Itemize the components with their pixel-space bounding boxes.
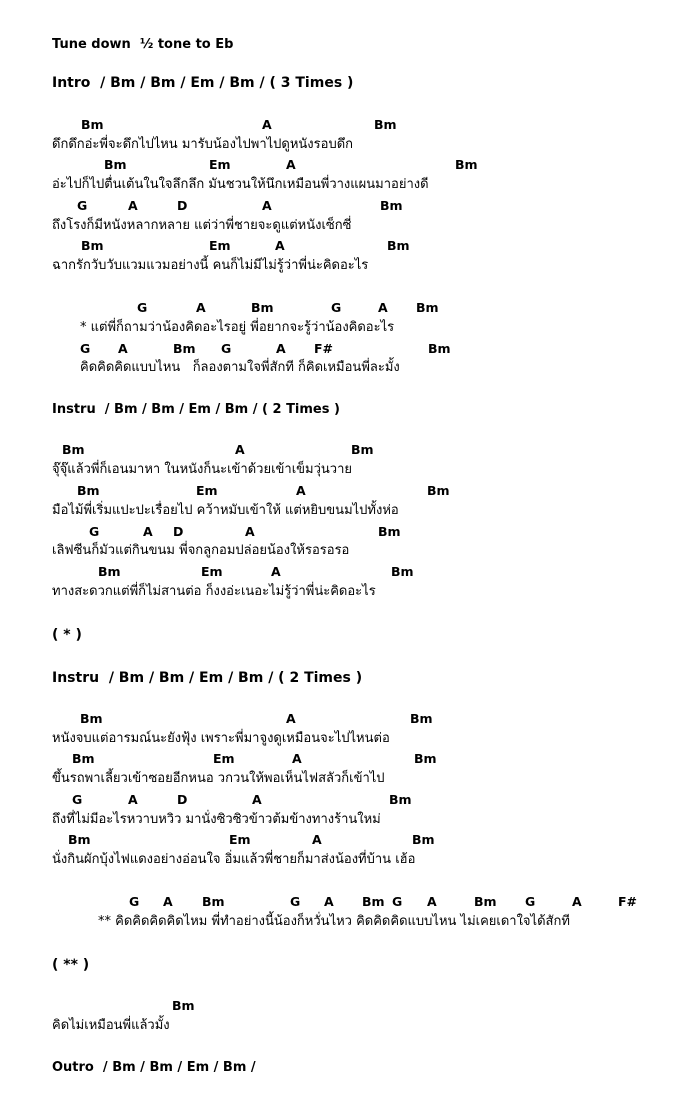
- instrumental-line: Instru / Bm / Bm / Em / Bm / ( 2 Times ): [52, 670, 363, 686]
- chorus-lyric: * แต่พี่ก็ถามว่าน้องคิดอะไรอยู่ พี่อยากจะรู้ว่าน้องคิดอะไร: [80, 320, 395, 335]
- chord: A: [324, 894, 334, 909]
- chord: A: [143, 524, 153, 539]
- chord: Bm: [414, 751, 437, 766]
- chord: Bm: [202, 894, 225, 909]
- chord: Bm: [387, 238, 410, 253]
- chord: Em: [209, 157, 231, 172]
- lyric-line: ทางสะดวกแต่พี่ก็ไม่สานต่อ ก็งงอ่ะเนอะไม่รู้ว่าพี่น่ะคิดอะไร: [52, 584, 376, 599]
- lyric-line: ถึงโรงก็มีหนังหลากหลาย แต่ว่าพี่ชายจะดูแต่หนังเซ็กซี่: [52, 218, 352, 233]
- instrumental-line: Instru / Bm / Bm / Em / Bm / ( 2 Times ): [52, 402, 340, 417]
- chord: Bm: [374, 117, 397, 132]
- chord: A: [286, 157, 296, 172]
- chord: A: [235, 442, 245, 457]
- chord: Bm: [72, 751, 95, 766]
- chord: Bm: [416, 300, 439, 315]
- lyric-line: คิดไม่เหมือนพี่แล้วมั้ง: [52, 1018, 170, 1033]
- chord: Bm: [62, 442, 85, 457]
- chord: A: [572, 894, 582, 909]
- chord: A: [378, 300, 388, 315]
- lyric-line: ขึ้นรถพาเลี้ยวเข้าซอยอีกหนอ วกวนให้พอเห็นไฟสลัวก็เข้าไป: [52, 771, 385, 786]
- chord: A: [128, 792, 138, 807]
- chord: Bm: [410, 711, 433, 726]
- chord: G: [137, 300, 148, 315]
- lyric-line: จุ๊จุ๊แล้วพี่ก็เอนมาหา ในหนังก็นะเข้าด้วยเข้าเข็มวุ่นวาย: [52, 462, 353, 477]
- lyric-line: ฉากรักวับวับแวมแวมอย่างนี้ คนก็ไม่มีไม่รู้ว่าพี่น่ะคิดอะไร: [52, 258, 369, 273]
- chord: A: [275, 238, 285, 253]
- chord: Bm: [98, 564, 121, 579]
- chord: Em: [196, 483, 218, 498]
- lyric-line: หนังจบแต่อารมณ์นะยังฟุ้ง เพราะพี่มาจูงดูเหมือนจะไปไหนต่อ: [52, 731, 390, 746]
- chord: G: [221, 341, 232, 356]
- chord: A: [128, 198, 138, 213]
- chord: A: [292, 751, 302, 766]
- chord: Bm: [77, 483, 100, 498]
- chord: G: [290, 894, 301, 909]
- chord: A: [312, 832, 322, 847]
- chord: A: [245, 524, 255, 539]
- lyric-line: มือไม้พี่เริ่มแปะปะเรื่อยไป คว้าหมับเข้าให้ แต่หยิบขนมไปทั้งห่อ: [52, 503, 399, 518]
- chord: Bm: [251, 300, 274, 315]
- chord: Em: [229, 832, 251, 847]
- chord: Em: [213, 751, 235, 766]
- chord: Bm: [68, 832, 91, 847]
- chord: Bm: [362, 894, 385, 909]
- lyric-line: อ่ะไปก็ไปตื่นเต้นในใจลึกลึก มันชวนให้นึกเหมือนพี่วางแผนมาอย่างดี: [52, 177, 429, 192]
- chord: Em: [201, 564, 223, 579]
- chord: G: [89, 524, 100, 539]
- chord: Bm: [173, 341, 196, 356]
- chord: Bm: [389, 792, 412, 807]
- lyric-line: นั่งกินผักบุ้งไฟแดงอย่างอ่อนใจ อิ่มแล้วพี่ชายก็มาส่งน้องที่บ้าน เฮ้อ: [52, 852, 416, 867]
- chord: Bm: [81, 238, 104, 253]
- chord: Bm: [391, 564, 414, 579]
- chord: A: [271, 564, 281, 579]
- chord: A: [262, 117, 272, 132]
- repeat-chorus-marker: ( * ): [52, 627, 82, 643]
- chord: G: [331, 300, 342, 315]
- chord: Bm: [104, 157, 127, 172]
- chord: G: [129, 894, 140, 909]
- hook-lyric: ** คิดคิดคิดคิดไหม พี่ทำอย่างนี้น้องก็หวั่นไหว คิดคิดคิดแบบไหน ไม่เคยเดาใจได้สักที: [98, 914, 570, 929]
- chord: G: [392, 894, 403, 909]
- chord: A: [286, 711, 296, 726]
- chord: G: [72, 792, 83, 807]
- chord: Bm: [412, 832, 435, 847]
- chord: D: [177, 792, 188, 807]
- chorus-lyric: คิดคิดคิดแบบไหน ก็ลองตามใจพี่สักที ก็คิดเหมือนพี่ละมั้ง: [80, 360, 400, 375]
- chord: D: [177, 198, 188, 213]
- lyric-line: ดึกดึกอ่ะพี่จะดึกไปไหน มารับน้องไปพาไปดูหนังรอบดึก: [52, 137, 354, 152]
- chord: A: [427, 894, 437, 909]
- chord: Bm: [378, 524, 401, 539]
- chord: G: [77, 198, 88, 213]
- chord: Bm: [474, 894, 497, 909]
- chord: A: [276, 341, 286, 356]
- repeat-hook-marker: ( ** ): [52, 957, 90, 973]
- outro-line: Outro / Bm / Bm / Em / Bm /: [52, 1060, 256, 1075]
- chord: A: [196, 300, 206, 315]
- chord: G: [525, 894, 536, 909]
- chord: Bm: [80, 711, 103, 726]
- lyric-line: เลิฟซีนก็มัวแต่กินขนม พี่จกลูกอมปล่อยน้องให้รอรอรอ: [52, 543, 350, 558]
- chord: A: [262, 198, 272, 213]
- chord: F#: [618, 894, 638, 909]
- chord: A: [118, 341, 128, 356]
- chord: Bm: [380, 198, 403, 213]
- tuning-note: Tune down ½ tone to Eb: [52, 37, 234, 52]
- chord: F#: [314, 341, 334, 356]
- chord: A: [163, 894, 173, 909]
- chord: Bm: [351, 442, 374, 457]
- chord: Em: [209, 238, 231, 253]
- chord: G: [80, 341, 91, 356]
- chord: Bm: [81, 117, 104, 132]
- chord: Bm: [455, 157, 478, 172]
- chord: Bm: [427, 483, 450, 498]
- lyric-line: ถึงที่ไม่มีอะไรหวาบหวิว มานั่งซิวซิวข้าวต้มข้างทางร้านใหม่: [52, 812, 381, 827]
- chord: A: [296, 483, 306, 498]
- intro-line: Intro / Bm / Bm / Em / Bm / ( 3 Times ): [52, 75, 354, 91]
- chord: Bm: [428, 341, 451, 356]
- chord: D: [173, 524, 184, 539]
- chord: A: [252, 792, 262, 807]
- chord: Bm: [172, 998, 195, 1013]
